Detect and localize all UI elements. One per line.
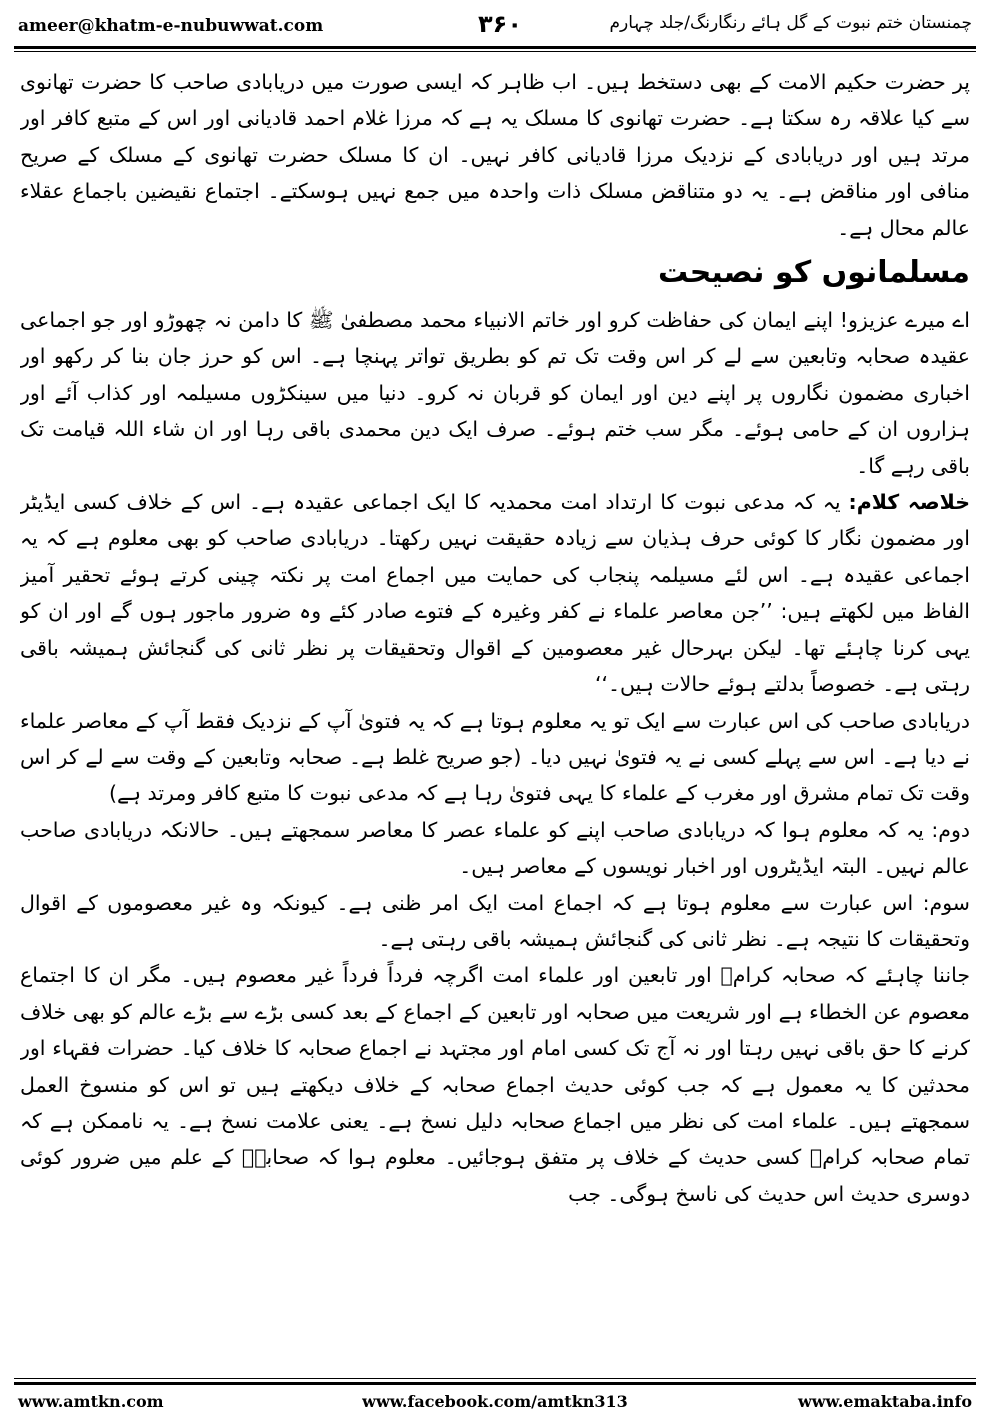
paragraph-3: [20, 484, 970, 702]
paragraph-5: دوم: یہ کہ معلوم ہوا کہ دریابادی صاحب اپنے کو علماء عصر کا معاصر سمجھتے ہیں۔ حالانکہ دریابادی صاحب عالم نہیں۔ البتہ ایڈیٹروں اور اخبار نویسوں کے معاصر ہیں۔: [20, 817, 970, 879]
page-header: [0, 0, 990, 52]
header-rule-thin: [14, 51, 976, 52]
paragraph-3-text: یہ کہ مدعی نبوت کا ارتداد امت محمدیہ کا ایک اجماعی عقیدہ ہے۔ اس کے خلاف کسی ایڈیٹر اور مضمون نگار کا کوئی حرف ہذیان سے زیادہ حقیقت نہیں رکھتا۔ دریابادی صاحب کو بھی معلوم ہے کہ یہ اجماعی عقیدہ ہے۔ اس لئے مسیلمہ پنجاب کی حمایت میں اجماع امت پر نکتہ چینی کرتے ہوئے تحقیر آمیز الفاظ میں لکھتے ہیں: ’’جن معاصر علماء نے کفر وغیرہ کے فتوے صادر کئے وہ ضرور ماجور ہوں گے اور ان کو یہی کرنا چاہئے تھا۔ لیکن بہرحال غیر معصومین کے اقوال وتحقیقات پر نظر ثانی کی گنجائش ہمیشہ باقی رہتی ہے۔ خصوصاً بدلتے ہوئے حالات ہیں۔‘‘: [20, 490, 970, 697]
footer-rule-thin: [14, 1378, 976, 1379]
paragraph-4: دریابادی صاحب کی اس عبارت سے ایک تو یہ معلوم ہوتا ہے کہ یہ فتویٰ آپ کے نزدیک فقط آپ کے معاصر علماء نے دیا ہے۔ اس سے پہلے کسی نے یہ فتویٰ نہیں دیا۔ (جو صریح غلط ہے۔ صحابہ وتابعین کے وقت سے لے کر اس وقت تک تمام مشرق اور مغرب کے علماء کا یہی فتویٰ رہا ہے کہ مدعی نبوت کا متبع کافر ومرتد ہے): [20, 708, 970, 806]
footer-rule-thick: [14, 1382, 976, 1385]
footer-link-emaktaba[interactable]: www.emaktaba.info: [798, 1392, 972, 1411]
header-email[interactable]: ameer@khatm-e-nubuwwat.com: [18, 16, 324, 36]
footer-link-amtkn[interactable]: www.amtkn.com: [18, 1392, 164, 1411]
page-footer: [0, 1386, 990, 1420]
book-title: چمنستان ختم نبوت کے گل ہائے رنگارنگ/جلد چہارم: [609, 13, 972, 33]
page-body: [20, 64, 970, 1374]
page-number: ۳۶۰: [478, 10, 522, 38]
footer-link-facebook[interactable]: www.facebook.com/amtkn313: [362, 1392, 628, 1411]
paragraph-2: اے میرے عزیزو! اپنے ایمان کی حفاظت کرو اور خاتم الانبیاء محمد مصطفیٰ ﷺ کا دامن نہ چھوڑو اور جو اجماعی عقیدہ صحابہ وتابعین سے لے کر اس وقت تک تم کو بطریق تواتر پہنچا ہے۔ اس کو حرز جان بنا کر رکھو اور اخباری مضمون نگاروں پر اپنے دین اور ایمان کو قربان نہ کرو۔ دنیا میں سینکڑوں مسیلمہ اور کذاب آئے اور ہزاروں ان کے حامی ہوئے۔ مگر سب ختم ہوئے۔ صرف ایک دین محمدی باقی رہا اور ان شاء اللہ قیامت تک باقی رہے گا۔: [20, 308, 970, 478]
paragraph-6: سوم: اس عبارت سے معلوم ہوتا ہے کہ اجماع امت ایک امر ظنی ہے۔ کیونکہ وہ غیر معصوموں کے اقوال وتحقیقات کا نتیجہ ہے۔ نظر ثانی کی گنجائش ہمیشہ باقی رہتی ہے۔: [20, 890, 970, 951]
header-rule-thick: [14, 46, 976, 49]
paragraph-1: پر حضرت حکیم الامت کے بھی دستخط ہیں۔ اب ظاہر کہ ایسی صورت میں دریابادی صاحب کا حضرت تھانوی سے کیا علاقہ رہ سکتا ہے۔ حضرت تھانوی کا مسلک یہ ہے کہ مرزا غلام احمد قادیانی اور اس کے متبع کافر اور مرتد ہیں اور دریابادی کے نزدیک مرزا قادیانی کافر نہیں۔ ان کا مسلک حضرت تھانوی کے مسلک کے صریح منافی اور مناقض ہے۔ یہ دو متناقض مسلک ذات واحدہ میں جمع نہیں ہوسکتے۔ اجتماع نقیضین باجماع عقلاء عالم محال ہے۔: [20, 70, 970, 240]
paragraph-7: جاننا چاہئے کہ صحابہ کرامؓ اور تابعین اور علماء امت اگرچہ فرداً فرداً غیر معصوم ہیں۔ مگر ان کا اجتماع معصوم عن الخطاء ہے اور شریعت میں صحابہ اور تابعین کے اجماع کے بعد کسی بڑے سے بڑے عالم کو بھی خلاف کرنے کا حق باقی نہیں رہتا اور نہ آج تک کسی امام اور مجتہد نے اجماع صحابہ کا خلاف کیا۔ حضرات فقہاء اور محدثین کا یہ معمول ہے کہ جب کوئی حدیث اجماع صحابہ کے خلاف دیکھتے ہیں تو اس کو منسوخ العمل سمجھتے ہیں۔ علماء امت کی نظر میں اجماع صحابہ دلیل نسخ ہے۔ یعنی علامت نسخ ہے۔ یہ ناممکن ہے کہ تمام صحابہ کرامؓ کسی حدیث کے خلاف پر متفق ہوجائیں۔ معلوم ہوا کہ صحابہؓ کے علم میں ضرور کوئی دوسری حدیث اس حدیث کی ناسخ ہوگی۔ جب: [20, 963, 970, 1206]
section-heading: مسلمانوں کو نصیحت: [658, 255, 970, 291]
summary-label: خلاصہ کلام:: [848, 490, 970, 515]
